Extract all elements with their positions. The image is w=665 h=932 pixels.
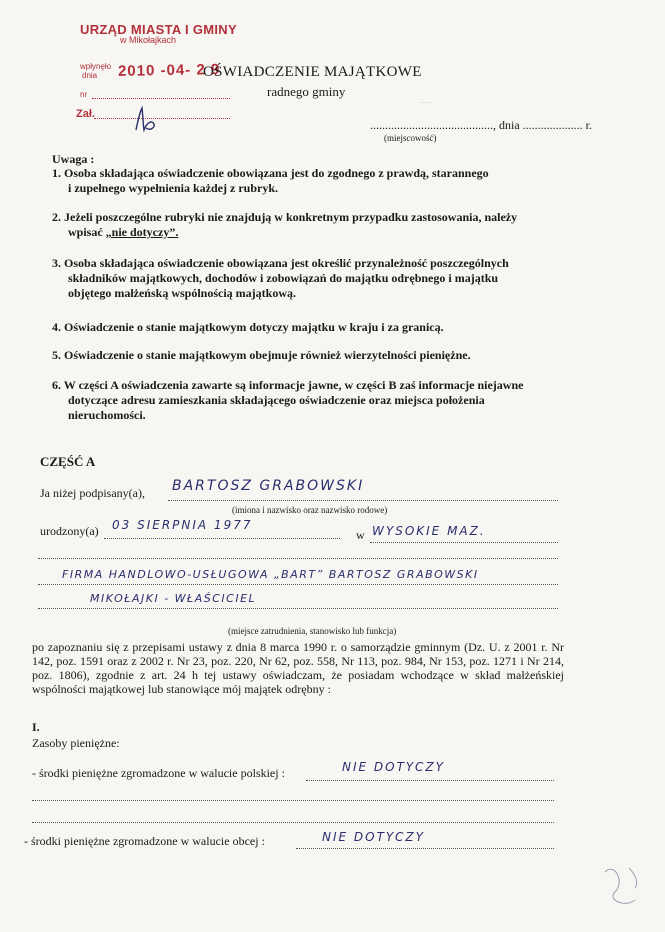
note-emphasis: „nie dotyczy”. xyxy=(105,225,179,239)
foreign-funds-line xyxy=(296,848,554,849)
born-place-value[interactable]: WYSOKIE MAZ. xyxy=(372,524,486,538)
note-text: Osoba składająca oświadczenie obowiązana jest do zgodnego z prawdą, starannego xyxy=(64,166,489,180)
part-a-heading: CZĘŚĆ A xyxy=(40,454,96,469)
note-number: 5. xyxy=(52,348,61,362)
note-text: Oświadczenie o stanie majątkowym dotyczy majątku w kraju i za granicą. xyxy=(64,320,444,334)
note-number: 3. xyxy=(52,256,61,270)
note-text: objętego małżeńską wspólnością majątkową. xyxy=(68,286,296,300)
note-text: nieruchomości. xyxy=(68,408,146,422)
name-label: Ja niżej podpisany(a), xyxy=(40,486,145,500)
note-number: 4. xyxy=(52,320,61,334)
born-label: urodzony(a) xyxy=(40,524,99,538)
job-value-line2[interactable]: MIKOŁAJKI - WŁAŚCICIEL xyxy=(90,592,257,605)
note-text: Osoba składająca oświadczenie obowiązana jest określić przynależność poszczególnych xyxy=(64,256,509,270)
stamp-att-label: Zał. xyxy=(76,108,95,120)
pln-funds-line xyxy=(306,780,554,781)
born-place-line xyxy=(370,542,558,543)
foreign-funds-value[interactable]: NIE DOTYCZY xyxy=(322,830,425,844)
stamp-att-line xyxy=(94,118,230,119)
stamp-nr-label: nr xyxy=(80,90,88,99)
section-i-number: I. xyxy=(32,720,40,734)
margin-scribble-icon xyxy=(595,852,655,922)
blank-line xyxy=(38,558,558,559)
foreign-funds-label: - środki pieniężne zgromadzone w walucie obcej : xyxy=(24,834,265,848)
note-text: wpisać xyxy=(68,225,106,239)
note-item xyxy=(52,320,572,335)
show-through-text: — xyxy=(420,96,431,108)
note-text: składników majątkowych, dochodów i zobowiązań do majątku odrębnego i majątku xyxy=(68,271,499,285)
name-field-line xyxy=(168,500,558,501)
job-line-2 xyxy=(38,608,558,609)
place-caption: (miejscowość) xyxy=(384,133,437,143)
stamp-office-name: URZĄD MIASTA I GMINY xyxy=(80,22,237,37)
job-caption: (miejsce zatrudnienia, stanowisko lub funkcja) xyxy=(228,626,397,636)
born-date-value[interactable]: 03 SIERPNIA 1977 xyxy=(112,518,253,532)
stamp-office-town: w Mikołajkach xyxy=(120,35,177,45)
note-text: Oświadczenie o stanie majątkowym obejmuje również wierzytelności pieniężne. xyxy=(64,348,471,362)
born-in-label: w xyxy=(356,528,365,542)
legal-statement: po zapoznaniu się z przepisami ustawy z dnia 8 marca 1990 r. o samorządzie gminnym (Dz. U. z 2001 r. Nr 142, poz. 1591 oraz z 2002 r. Nr 23, poz. 220, Nr 62, poz. 558, Nr 113, poz. 984, Nr 153, poz. 1271 i Nr 214, poz. 1806), zgodnie z art. 24 h tej ustawy oświadczam, że posiadam wchodzące w skład małżeńskiej wspólności majątkowej lub stanowiące mój majątek odrębny : xyxy=(32,640,564,696)
stamp-nr-line xyxy=(92,98,230,99)
stamp-received-label: wpłynęło xyxy=(80,62,112,71)
blank-line xyxy=(32,800,554,801)
pln-funds-label: - środki pieniężne zgromadzone w walucie polskiej : xyxy=(32,766,285,780)
stamp-date: 2010 -04- 2 9 xyxy=(117,61,221,80)
note-item xyxy=(52,210,572,240)
job-value-line1[interactable]: FIRMA HANDLOWO-USŁUGOWA „BART” BARTOSZ GRABOWSKI xyxy=(62,568,479,581)
born-date-line xyxy=(104,538,340,539)
note-number: 2. xyxy=(52,210,61,224)
office-stamp xyxy=(76,22,240,120)
note-item xyxy=(52,348,572,363)
name-caption: (imiona i nazwisko oraz nazwisko rodowe) xyxy=(232,505,388,515)
name-value[interactable]: BARTOSZ GRABOWSKI xyxy=(172,478,365,494)
note-text: dotyczące adresu zamieszkania składającego oświadczenie oraz miejsca położenia xyxy=(68,393,485,407)
note-number: 1. xyxy=(52,166,61,180)
initial-signature xyxy=(130,106,160,134)
note-item xyxy=(52,256,572,301)
job-line-1 xyxy=(38,584,558,585)
note-text: W części A oświadczenia zawarte są informacje jawne, w części B zaś informacje niejawne xyxy=(63,378,524,392)
blank-line xyxy=(32,822,554,823)
document-title: OŚWIADCZENIE MAJĄTKOWE xyxy=(203,64,422,80)
section-i-heading: Zasoby pieniężne: xyxy=(32,736,120,750)
document-subtitle: radnego gminy xyxy=(267,84,346,99)
notes-heading: Uwaga : xyxy=(52,152,95,166)
pln-funds-value[interactable]: NIE DOTYCZY xyxy=(342,760,445,774)
note-item xyxy=(52,378,572,423)
note-text: i zupełnego wypełnienia każdej z rubryk. xyxy=(68,181,279,195)
note-item xyxy=(52,166,572,196)
note-number: 6. xyxy=(52,378,61,392)
stamp-day-label: dnia xyxy=(82,71,98,80)
note-text: Jeżeli poszczególne rubryki nie znajdują w konkretnym przypadku zastosowania, należy xyxy=(64,210,518,224)
place-date-line: ........................................., dnia .................... r. xyxy=(370,118,592,132)
